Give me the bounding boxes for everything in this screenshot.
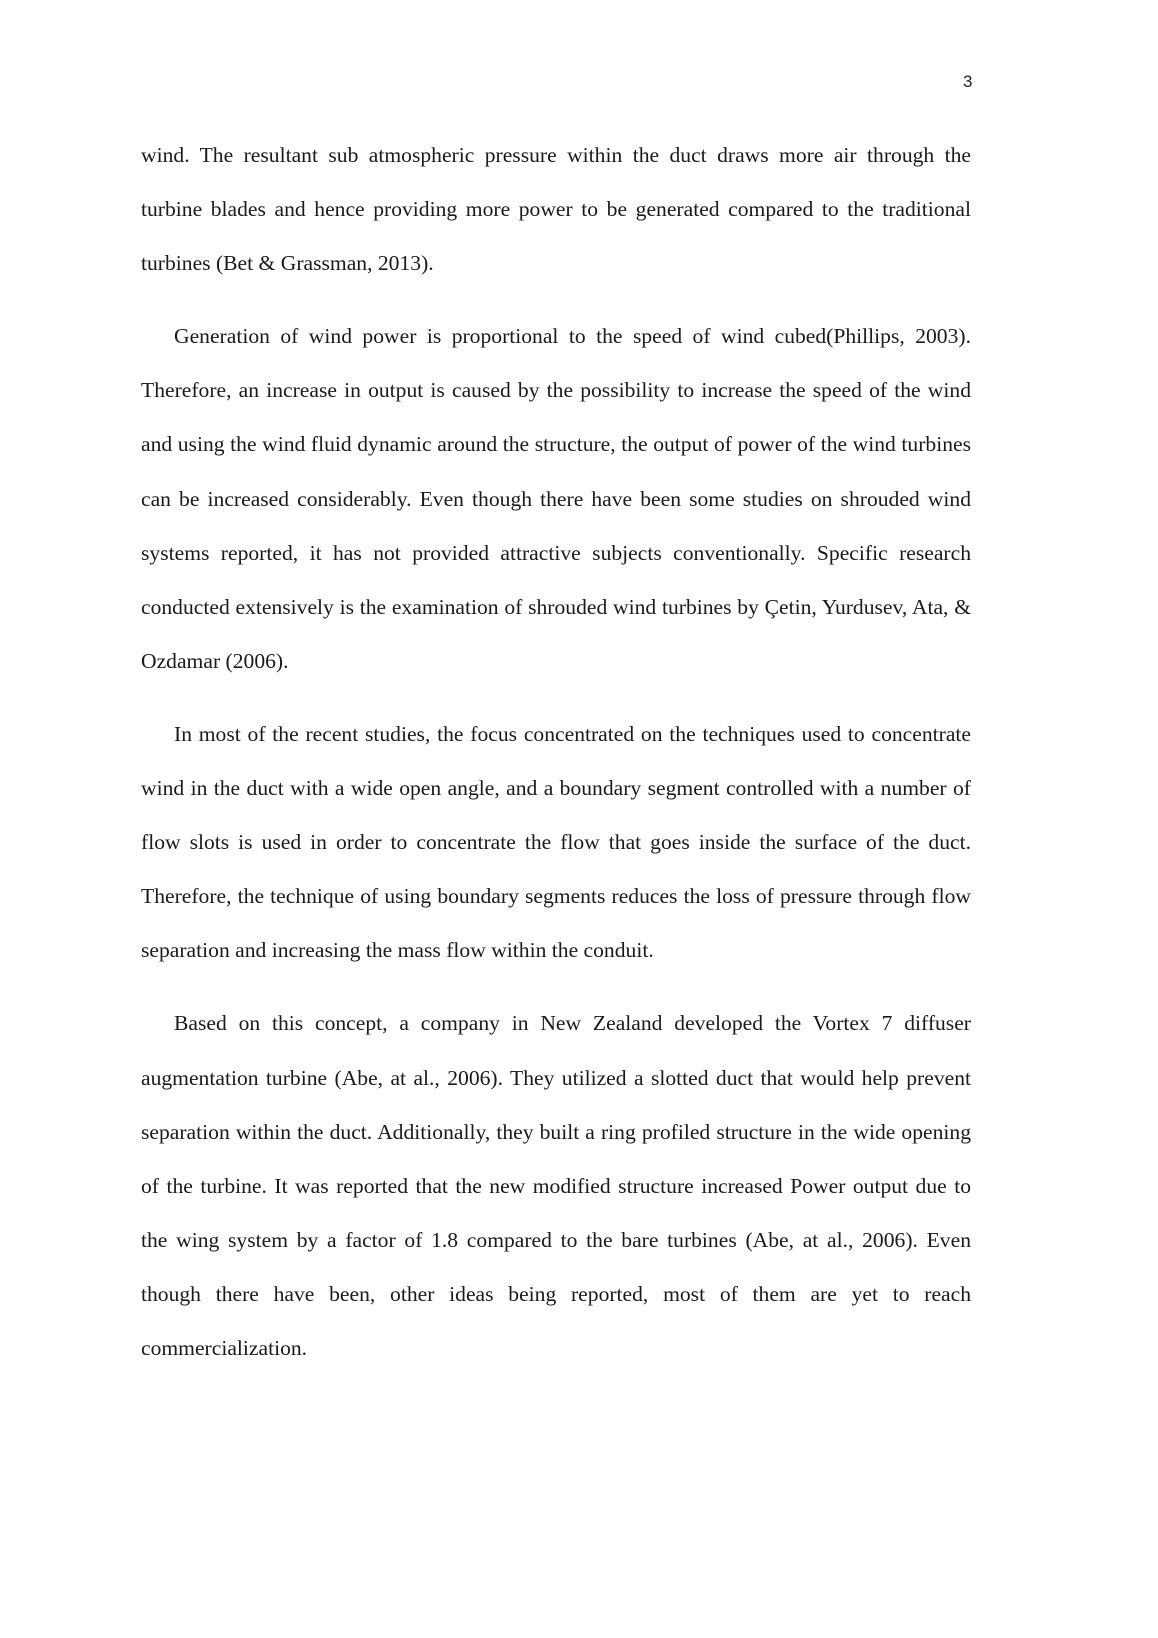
paragraph-continuation: wind. The resultant sub atmospheric pressure within the duct draws more air through the turbine blades and hence providing more power to be generated compared to the traditional turbines (Bet & Grassman, 2013). (141, 143, 971, 276)
paragraph-vortex-7: Based on this concept, a company in New Zealand developed the Vortex 7 diffuser augmentation turbine (Abe, at al., 2006). They utilized a slotted duct that would help prevent separation within the duct. Additionally, they built a ring profiled structure in the wide opening of the turbine. It was reported that the new modified structure increased Power output due to the wing system by a factor of 1.8 compared to the bare turbines (Abe, at al., 2006). Even though there have been, other ideas being reported, most of them are yet to reach commercialization. (141, 1011, 971, 1360)
paragraph-recent-studies: In most of the recent studies, the focus concentrated on the techniques used to concentrate wind in the duct with a wide open angle, and a boundary segment controlled with a number of flow slots is used in order to concentrate the flow that goes inside the surface of the duct. Therefore, the technique of using boundary segments reduces the loss of pressure through flow separation and increasing the mass flow within the conduit. (141, 721, 971, 963)
page-number: 3 (963, 72, 973, 91)
paragraph-wind-power-generation: Generation of wind power is proportional to the speed of wind cubed(Phillips, 2003). Therefore, an increase in output is caused by the possibility to increase the speed of the wind and using the wind fluid dynamic around the structure, the output of power of the wind turbines can be increased considerably. Even though there have been some studies on shrouded wind systems reported, it has not provided attractive subjects conventionally. Specific research conducted extensively is the examination of shrouded wind turbines by Çetin, Yurdusev, Ata, & Ozdamar (2006). (141, 324, 971, 673)
document-body (141, 128, 971, 1394)
